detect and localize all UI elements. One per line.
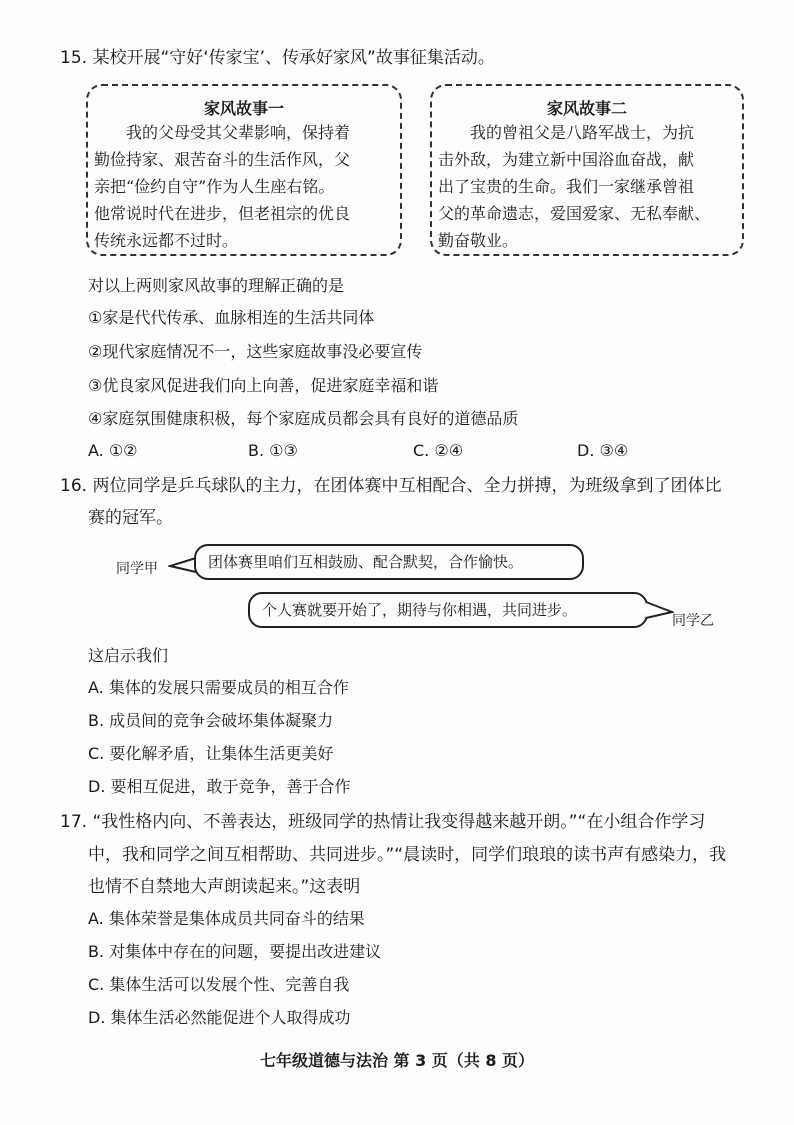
- speech-tail-b-icon: [644, 600, 674, 622]
- q17-stem-line: 中，我和同学之间互相帮助、共同进步。”“晨读时，同学们琅琅的读书声有感染力，我: [88, 845, 727, 865]
- q15-stem: 15. 某校开展“守好‘传家宝’、传承好家风”故事征集活动。: [60, 48, 495, 68]
- q15-statement: ④家庭氛围健康积极，每个家庭成员都会具有良好的道德品质: [88, 409, 519, 428]
- q17-option-d[interactable]: D. 集体生活必然能促进个人取得成功: [88, 1008, 351, 1027]
- q17-option-a[interactable]: A. 集体荣誉是集体成员共同奋斗的结果: [88, 909, 365, 928]
- q17-stem-line: 17. “我性格内向、不善表达，班级同学的热情让我变得越来越开朗。”“在小组合作学习: [60, 812, 706, 832]
- q16-option-a[interactable]: A. 集体的发展只需要成员的相互合作: [88, 678, 349, 697]
- story-2-title: 家风故事二: [546, 99, 627, 118]
- story-1-line: 亲把“俭约自守”作为人生座右铭。: [94, 177, 335, 196]
- q15-option-c[interactable]: C. ②④: [413, 441, 464, 460]
- q17-option-b[interactable]: B. 对集体中存在的问题，要提出改进建议: [88, 942, 382, 961]
- story-1-line: 他常说时代在进步，但老祖宗的优良: [94, 204, 351, 223]
- q17-stem-line: 也情不自禁地大声朗读起来。”这表明: [88, 877, 361, 897]
- story-1-line: 传统永远都不过时。: [94, 231, 239, 250]
- story-2-line: 父的革命遗志，爱国爱家、无私奉献、: [438, 204, 711, 223]
- story-1-line: 我的父母受其父辈影响，保持着: [126, 123, 351, 142]
- q17-option-c[interactable]: C. 集体生活可以发展个性、完善自我: [88, 975, 350, 994]
- q15-statement: ③优良家风促进我们向上向善，促进家庭幸福和谐: [88, 376, 439, 395]
- q16-stem-line: 赛的冠军。: [88, 508, 173, 528]
- story-box-2: [430, 84, 744, 256]
- speaker-a-label: 同学甲: [116, 561, 158, 577]
- q15-statement: ①家是代代传承、血脉相连的生活共同体: [88, 308, 375, 327]
- story-2-line: 勤奋敬业。: [438, 231, 519, 250]
- q15-option-d[interactable]: D. ③④: [577, 441, 629, 460]
- q15-question: 对以上两则家风故事的理解正确的是: [88, 276, 345, 295]
- q16-question: 这启示我们: [88, 646, 169, 665]
- story-box-1: [86, 84, 402, 256]
- story-2-line: 我的曾祖父是八路军战士，为抗: [470, 123, 695, 142]
- page-footer: 七年级道德与法治 第 3 页（共 8 页）: [259, 1051, 535, 1070]
- q15-option-b[interactable]: B. ①③: [248, 441, 298, 460]
- q16-option-b[interactable]: B. 成员间的竞争会破坏集体凝聚力: [88, 711, 334, 730]
- speech-bubble-a: 团体赛里咱们互相鼓励、配合默契，合作愉快。: [194, 544, 584, 580]
- q16-option-c[interactable]: C. 要化解矛盾，让集体生活更美好: [88, 744, 334, 763]
- q15-option-a[interactable]: A. ①②: [88, 441, 138, 460]
- speaker-b-label: 同学乙: [672, 613, 714, 629]
- story-2-line: 出了宝贵的生命。我们一家继承曾祖: [438, 177, 695, 196]
- speech-bubble-b: 个人赛就要开始了，期待与你相遇，共同进步。: [248, 592, 648, 628]
- q16-stem-line: 16. 两位同学是乒乓球队的主力，在团体赛中互相配合、全力拼搏，为班级拿到了团体比: [60, 476, 722, 496]
- q16-option-d[interactable]: D. 要相互促进，敢于竞争，善于合作: [88, 777, 351, 796]
- q15-statement: ②现代家庭情况不一，这些家庭故事没必要宣传: [88, 342, 423, 361]
- story-1-line: 勤俭持家、艰苦奋斗的生活作风，父: [94, 150, 351, 169]
- story-2-line: 击外敌，为建立新中国浴血奋战，献: [438, 150, 695, 169]
- story-1-title: 家风故事一: [203, 99, 284, 118]
